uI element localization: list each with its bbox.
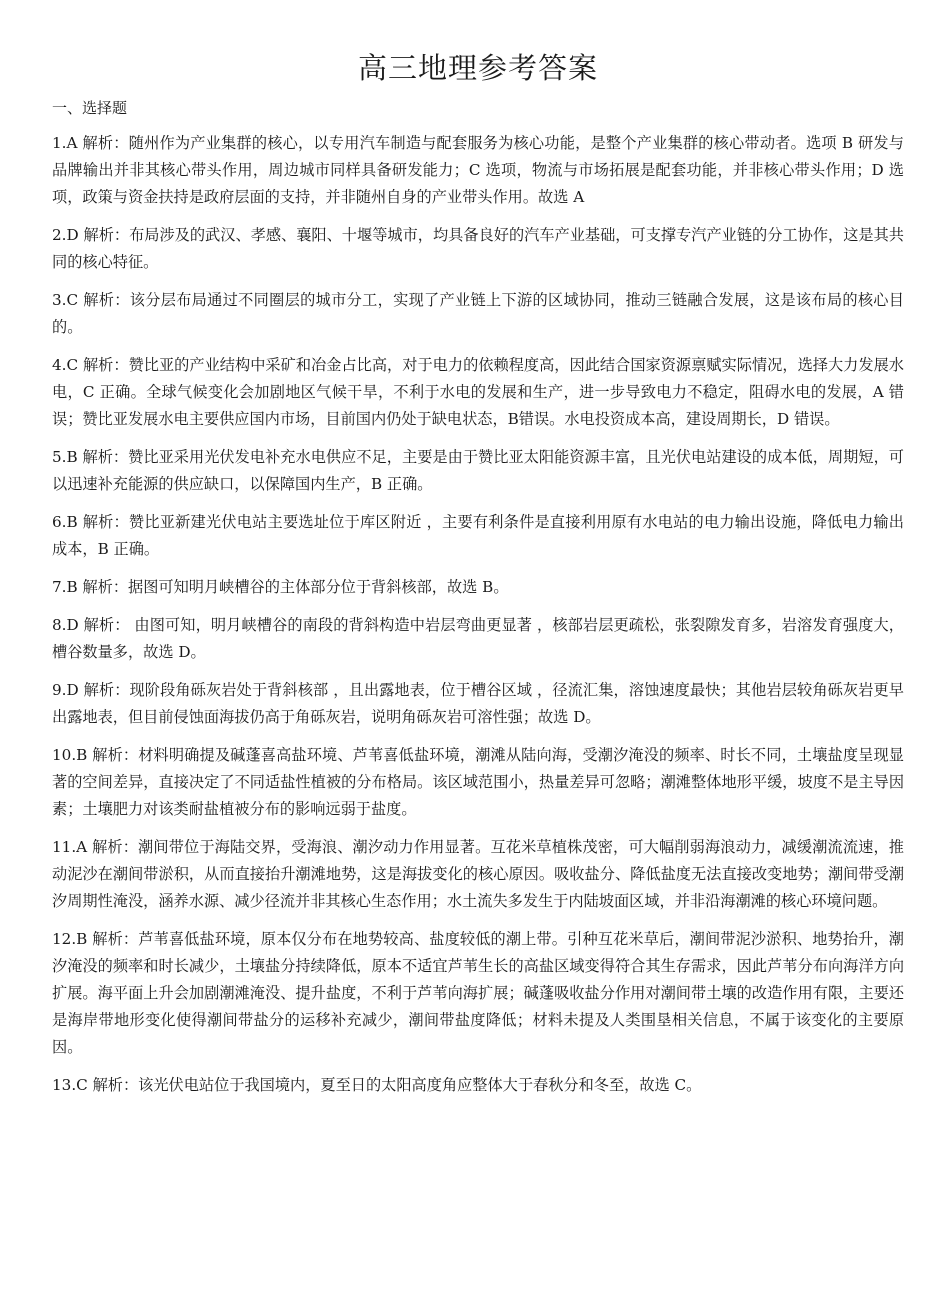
answer-item-9: 9.D 解析：现阶段角砾灰岩处于背斜核部 ，且出露地表，位于槽谷区域 ，径流汇集，溶蚀速度最快；其他岩层较角砾灰岩更早出露地表，但目前侵蚀面海拔仍高于角砾灰岩，说明角砾灰岩可溶性强；故选 D。 (52, 681, 904, 726)
answer-list (52, 130, 904, 1099)
answer-item-7: 7.B 解析：据图可知明月峡槽谷的主体部分位于背斜核部，故选 B。 (52, 578, 509, 596)
answer-item-10: 10.B 解析：材料明确提及碱蓬喜高盐环境、芦苇喜低盐环境，潮滩从陆向海，受潮汐淹没的频率、时长不同，土壤盐度呈现显著的空间差异，直接决定了不同适盐性植被的分布格局。该区域范围小，热量差异可忽略；潮滩整体地形平缓，坡度不是主导因素；土壤肥力对该类耐盐植被分布的影响远弱于盐度。 (52, 746, 904, 818)
page-title: 高三地理参考答案 (357, 51, 598, 85)
answer-item-1: 1.A 解析：随州作为产业集群的核心，以专用汽车制造与配套服务为核心功能，是整个产业集群的核心带动者。选项 B 研发与品牌输出并非其核心带头作用，周边城市同样具备研发能力；C 选项，物流与市场拓展是配套功能，并非核心带头作用；D 选项，政策与资金扶持是政府层面的支持，并非随州自身的产业带头作用。故选 A (52, 134, 904, 206)
answer-item-4: 4.C 解析：赞比亚的产业结构中采矿和冶金占比高，对于电力的依赖程度高，因此结合国家资源禀赋实际情况，选择大力发展水电，C 正确。全球气候变化会加剧地区气候干旱，不利于水电的发展和生产，进一步导致电力不稳定，阻碍水电的发展，A 错误；赞比亚发展水电主要供应国内市场，目前国内仍处于缺电状态，B错误。水电投资成本高，建设周期长，D 错误。 (52, 356, 904, 428)
answer-item-6: 6.B 解析：赞比亚新建光伏电站主要选址位于库区附近 ，主要有利条件是直接利用原有水电站的电力输出设施，降低电力输出成本，B 正确。 (52, 513, 904, 558)
answer-item-11: 11.A 解析：潮间带位于海陆交界，受海浪、潮汐动力作用显著。互花米草植株茂密，可大幅削弱海浪动力，减缓潮流流速，推动泥沙在潮间带淤积，从而直接抬升潮滩地势，这是海拔变化的核心原因。吸收盐分、降低盐度无法直接改变地势；潮间带受潮汐周期性淹没，涵养水源、减少径流并非其核心生态作用；水土流失多发生于内陆坡面区域，并非沿海潮滩的核心环境问题。 (52, 838, 904, 910)
answer-item-2: 2.D 解析：布局涉及的武汉、孝感、襄阳、十堰等城市，均具备良好的汽车产业基础，可支撑专汽产业链的分工协作，这是其共同的核心特征。 (52, 226, 904, 271)
answer-item-3: 3.C 解析：该分层布局通过不同圈层的城市分工，实现了产业链上下游的区域协同，推动三链融合发展，这是该布局的核心目的。 (52, 291, 904, 336)
answer-item-13: 13.C 解析：该光伏电站位于我国境内，夏至日的太阳高度角应整体大于春秋分和冬至，故选 C。 (52, 1076, 702, 1094)
answer-item-8: 8.D 解析： 由图可知，明月峡槽谷的南段的背斜构造中岩层弯曲更显著 ，核部岩层更疏松，张裂隙发育多，岩溶发育强度大，槽谷数量多，故选 D。 (52, 616, 904, 661)
answer-item-5: 5.B 解析：赞比亚采用光伏发电补充水电供应不足，主要是由于赞比亚太阳能资源丰富，且光伏电站建设的成本低，周期短，可以迅速补充能源的供应缺口，以保障国内生产，B 正确。 (52, 448, 904, 493)
section-heading: 一、选择题 (52, 99, 128, 117)
answer-item-12: 12.B 解析：芦苇喜低盐环境，原本仅分布在地势较高、盐度较低的潮上带。引种互花米草后，潮间带泥沙淤积、地势抬升，潮汐淹没的频率和时长减少，土壤盐分持续降低，原本不适宜芦苇生长的高盐区域变得符合其生存需求，因此芦苇分布向海洋方向扩展。海平面上升会加剧潮滩淹没、提升盐度，不利于芦苇向海扩展；碱蓬吸收盐分作用对潮间带土壤的改造作用有限，主要还是海岸带地形变化使得潮间带盐分的运移补充减少，潮间带盐度降低；材料未提及人类围垦相关信息，不属于该变化的主要原因。 (52, 930, 904, 1056)
